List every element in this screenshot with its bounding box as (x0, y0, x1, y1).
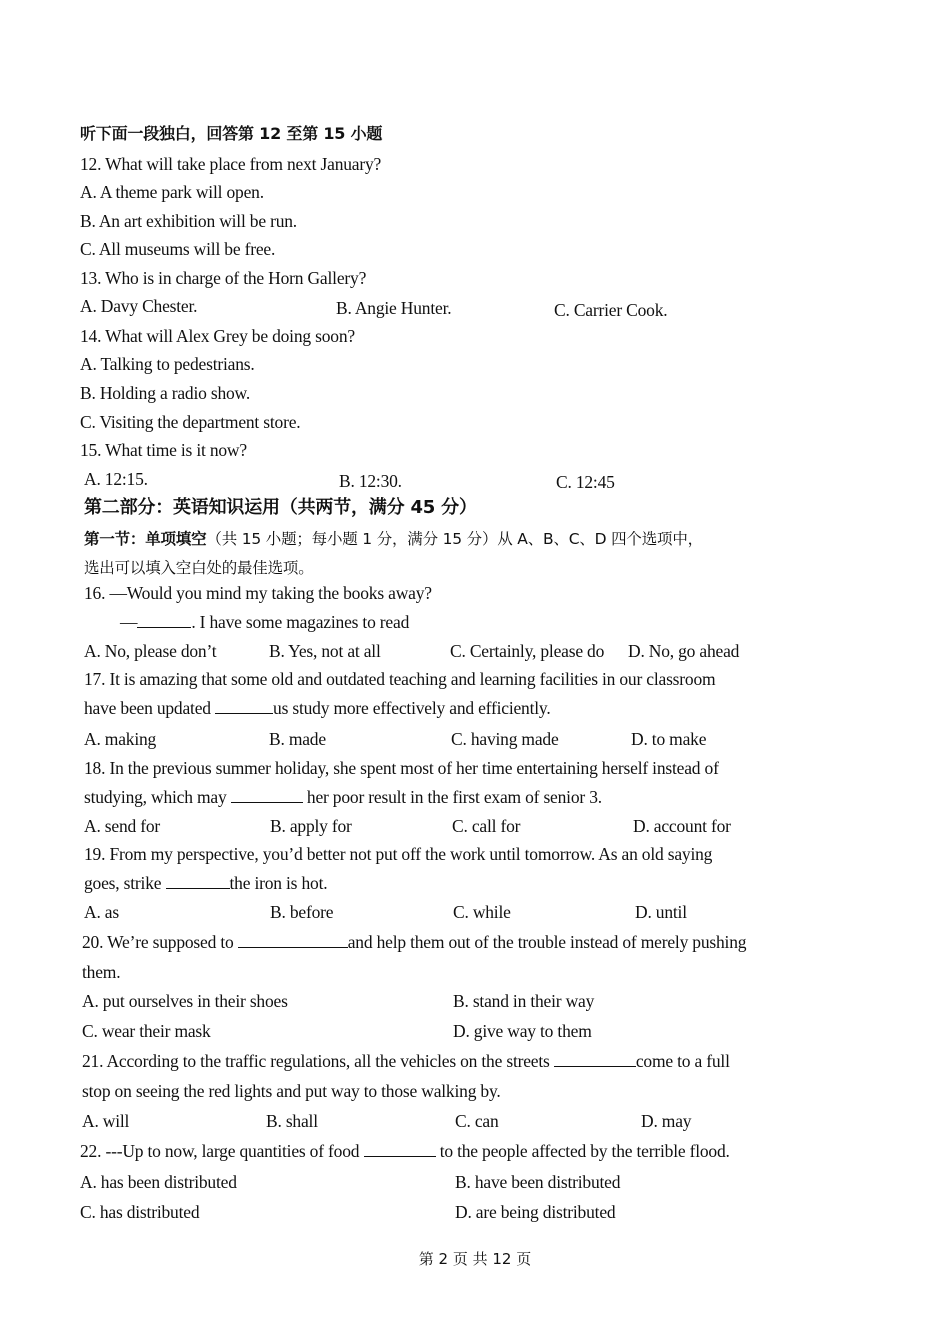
q17-option-b: B. made (269, 729, 326, 749)
q18-stem-pre: studying, which may (84, 787, 227, 807)
q21-option-b: B. shall (266, 1111, 318, 1131)
q17-stem-post: us study more effectively and efficiently. (273, 698, 551, 718)
q22-option-a: A. has been distributed (80, 1172, 237, 1192)
q19-stem: 19. From my perspective, you’d better not put off the work until tomorrow. As an old saying (84, 844, 713, 864)
q17-stem: 17. It is amazing that some old and outdated teaching and learning facilities in our classroom (84, 669, 716, 689)
section1-instructions (84, 527, 703, 551)
q13-option-b: B. Angie Hunter. (336, 298, 452, 318)
q20-stem-line2: them. (82, 962, 121, 982)
q17-option-c: C. having made (451, 729, 559, 749)
q16-option-d: D. No, go ahead (628, 641, 740, 661)
q13-option-c: C. Carrier Cook. (554, 300, 668, 320)
q22-option-c: C. has distributed (80, 1202, 200, 1222)
q18-stem: 18. In the previous summer holiday, she spent most of her time entertaining herself instead of (84, 758, 719, 778)
page-number: 第 2 页 共 12 页 (418, 1250, 532, 1268)
q19-stem-line2 (84, 871, 327, 895)
q15-stem: 15. What time is it now? (80, 440, 247, 460)
q18-stem-post: her poor result in the first exam of senior 3. (306, 787, 602, 807)
q21-stem (82, 1049, 730, 1073)
q20-option-a: A. put ourselves in their shoes (82, 991, 288, 1011)
q19-option-a: A. as (84, 902, 119, 922)
q16-stem: 16. —Would you mind my taking the books away? (84, 583, 432, 603)
q16-dash: — (120, 612, 138, 632)
q21-stem-line2: stop on seeing the red lights and put way to those walking by. (82, 1081, 501, 1101)
q18-blank (231, 786, 303, 803)
q22-stem-pre: 22. ---Up to now, large quantities of food (80, 1141, 360, 1161)
q17-option-a: A. making (84, 729, 157, 749)
q14-option-a: A. Talking to pedestrians. (80, 354, 255, 374)
q21-option-c: C. can (455, 1111, 499, 1131)
q19-option-b: B. before (270, 902, 334, 922)
q19-option-c: C. while (453, 902, 511, 922)
q22-option-b: B. have been distributed (455, 1172, 621, 1192)
q22-stem (80, 1139, 730, 1163)
q16-option-b: B. Yes, not at all (269, 641, 381, 661)
q20-stem-pre: 20. We’re supposed to (82, 932, 234, 952)
q13-stem: 13. Who is in charge of the Horn Gallery? (80, 268, 367, 288)
q12-option-a: A. A theme park will open. (80, 182, 264, 202)
q21-option-d: D. may (641, 1111, 692, 1131)
q16-response-line (120, 610, 409, 634)
q13-option-a: A. Davy Chester. (80, 296, 198, 316)
q12-stem: 12. What will take place from next January? (80, 154, 382, 174)
q17-stem-pre: have been updated (84, 698, 211, 718)
q18-option-a: A. send for (84, 816, 161, 836)
q18-option-c: C. call for (452, 816, 521, 836)
q16-blank (137, 611, 191, 628)
q20-stem (82, 930, 746, 954)
q17-stem-line2 (84, 696, 551, 720)
q16-response-text: . I have some magazines to read (191, 612, 410, 632)
q19-stem-pre: goes, strike (84, 873, 162, 893)
q19-blank (166, 872, 230, 889)
q21-option-a: A. will (82, 1111, 130, 1131)
q18-option-b: B. apply for (270, 816, 352, 836)
q20-option-b: B. stand in their way (453, 991, 595, 1011)
q22-blank (364, 1140, 436, 1157)
q14-option-c: C. Visiting the department store. (80, 412, 301, 432)
q14-stem: 14. What will Alex Grey be doing soon? (80, 326, 355, 346)
q14-option-b: B. Holding a radio show. (80, 383, 251, 403)
q19-stem-post: the iron is hot. (229, 873, 328, 893)
q12-option-c: C. All museums will be free. (80, 239, 276, 259)
q20-blank (238, 931, 348, 948)
listening-heading: 听下面一段独白，回答第 12 至第 15 小题 (80, 124, 383, 143)
q20-option-c: C. wear their mask (82, 1021, 211, 1041)
q16-option-c: C. Certainly, please do (450, 641, 605, 661)
q22-stem-post: to the people affected by the terrible flood. (439, 1141, 730, 1161)
q22-option-d: D. are being distributed (455, 1202, 616, 1222)
q20-stem-post: and help them out of the trouble instead of merely pushing (347, 932, 747, 952)
q17-blank (215, 697, 273, 714)
q18-stem-line2 (84, 785, 602, 809)
q12-option-b: B. An art exhibition will be run. (80, 211, 297, 231)
q18-option-d: D. account for (633, 816, 731, 836)
section1-rules: （共 15 小题；每小题 1 分，满分 15 分）从 A、B、C、D 四个选项中， (206, 530, 703, 548)
q20-option-d: D. give way to them (453, 1021, 592, 1041)
section1-title: 单项填空 (145, 530, 207, 548)
q15-option-a: A. 12:15. (84, 469, 148, 489)
q21-blank (554, 1050, 636, 1067)
section1-instructions-line2: 选出可以填入空白处的最佳选项。 (84, 559, 314, 577)
q17-option-d: D. to make (631, 729, 707, 749)
q19-option-d: D. until (635, 902, 687, 922)
q21-stem-post: come to a full (635, 1051, 730, 1071)
q21-stem-pre: 21. According to the traffic regulations, all the vehicles on the streets (82, 1051, 550, 1071)
q15-option-c: C. 12:45 (556, 472, 615, 492)
part2-heading: 第二部分：英语知识运用（共两节，满分 45 分） (84, 497, 477, 518)
section1-label: 第一节： (84, 530, 146, 548)
q15-option-b: B. 12:30. (339, 471, 402, 491)
q16-option-a: A. No, please don’t (84, 641, 217, 661)
